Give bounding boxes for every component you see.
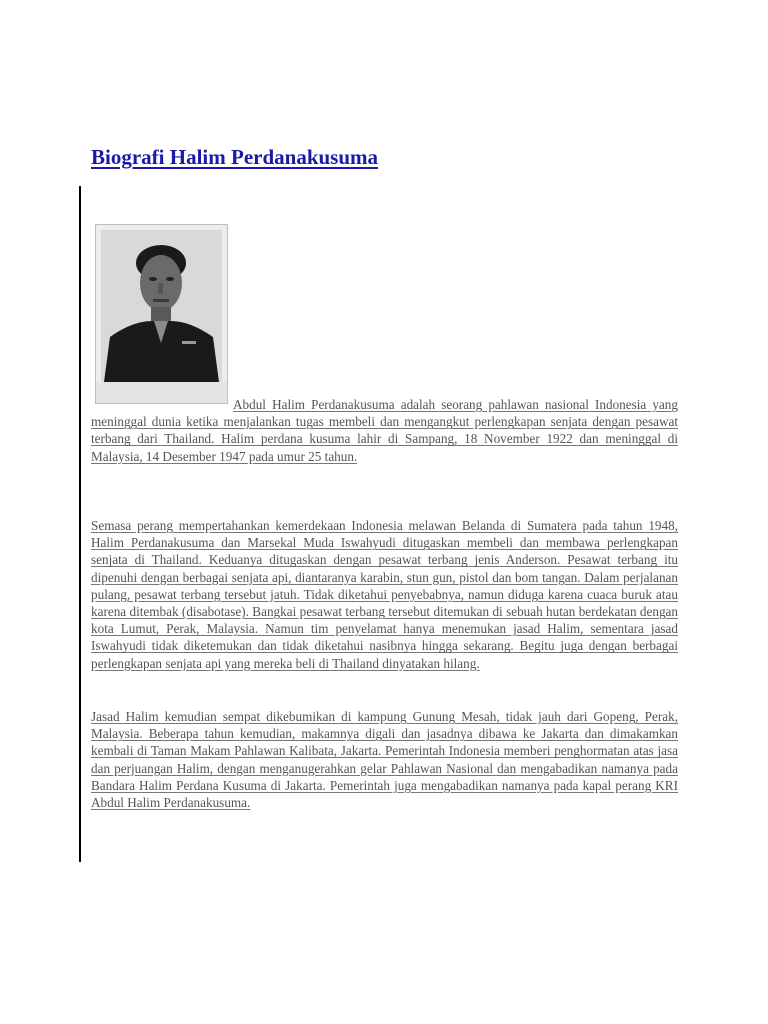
history-paragraph: Semasa perang mempertahankan kemerdekaan Indonesia melawan Belanda di Sumatera pada tahun 1948, Halim Perdanakusuma dan Marsekal Muda Iswahyudi ditugaskan membeli dan membawa perlengkapan senjata di Thailand. Keduanya ditugaskan dengan pesawat terbang jenis Anderson. Pesawat terbang itu dipenuhi dengan berbagai senjata api, diantaranya karabin, stun gun, pistol dan bom tangan. Dalam perjalanan pulang, pesawat terbang tersebut jatuh. Tidak diketahui penyebabnya, namun diduga karena cuaca buruk atau karena ditembak (disabotase). Bangkai pesawat terbang tersebut ditemukan di sebuah hutan berdekatan dengan kota Lumut, Perak, Malaysia. Namun tim penyelamat hanya menemukan jasad Halim, sementara jasad Iswahyudi tidak diketemukan dan tidak diketahui nasibnya hingga sekarang. Begitu juga dengan berbagai perlengkapan senjata api yang mereka beli di Thailand dinyatakan hilang. (91, 518, 678, 671)
left-margin-rule (79, 186, 81, 862)
burial-paragraph: Jasad Halim kemudian sempat dikebumikan di kampung Gunung Mesah, tidak jauh dari Gopeng, Perak, Malaysia. Beberapa tahun kemudian, makamnya digali dan jasadnya dibawa ke Jakarta dan dimakamkan kembali di Taman Makam Pahlawan Kalibata, Jakarta. Pemerintah Indonesia memberi penghormatan atas jasa dan perjuangan Halim, dengan menganugerahkan gelar Pahlawan Nasional dan mengabadikan namanya pada Bandara Halim Perdana Kusuma di Jakarta. Pemerintah juga mengabadikan namanya pada kapal perang KRI Abdul Halim Perdanakusuma. (91, 709, 678, 811)
intro-paragraph: Abdul Halim Perdanakusuma adalah seorang pahlawan nasional Indonesia yang meninggal dunia ketika menjalankan tugas membeli dan mengangkut perlengkapan senjata dengan pesawat terbang dari Thailand. Halim perdana kusuma lahir di Sampang, 18 November 1922 dan meninggal di Malaysia, 14 Desember 1947 pada umur 25 tahun. (91, 397, 678, 464)
portrait-photo (95, 224, 228, 404)
article-title-link[interactable]: Biografi Halim Perdanakusuma (91, 145, 379, 169)
